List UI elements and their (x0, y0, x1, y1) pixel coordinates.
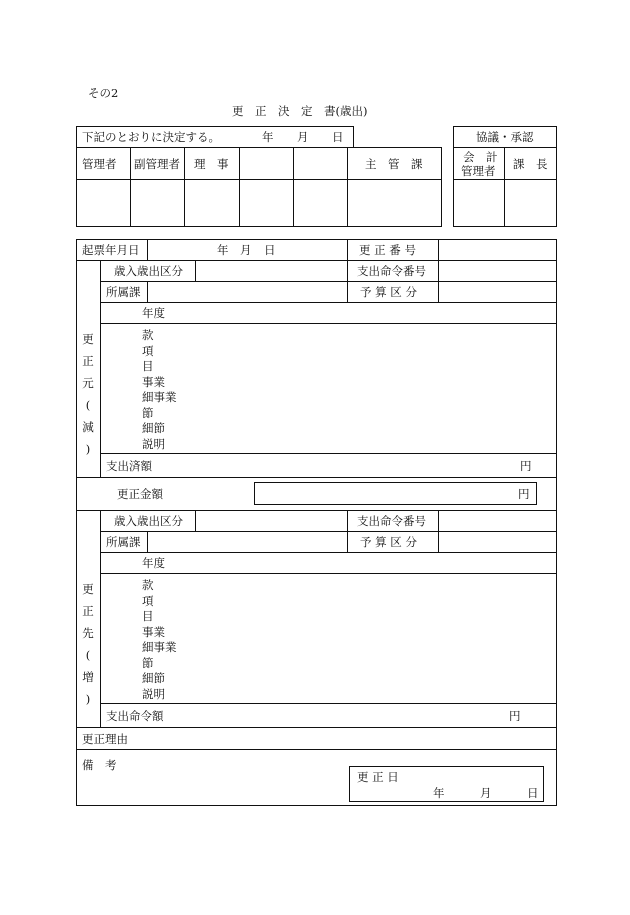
approval-col-line-5 (347, 147, 348, 226)
col-vice-manager: 副管理者 (134, 157, 180, 171)
item-saisetsu-2: 細節 (142, 671, 165, 685)
original-vertical-label (81, 328, 95, 460)
decision-month: 月 (297, 130, 309, 144)
consult-title: 協議・承認 (476, 130, 534, 144)
vertical-char: 正 (82, 354, 94, 368)
approval-header-gap-cover (354, 126, 442, 148)
decision-year: 年 (262, 130, 274, 144)
row-line-531 (100, 531, 557, 532)
item-moku-2: 目 (142, 609, 154, 623)
document-title: 更 正 決 定 書(歳出) (232, 104, 368, 118)
row-line-302 (100, 302, 557, 303)
section1-left-sep (100, 260, 101, 477)
section2-sep-a (347, 510, 348, 552)
reason-label: 更正理由 (82, 732, 128, 746)
consult-header-line (453, 147, 557, 148)
approval-col-line-4 (293, 147, 294, 226)
department-label-1: 所属課 (106, 285, 141, 299)
row-line-703 (100, 703, 557, 704)
item-jigyou-1: 事業 (142, 374, 165, 389)
budget-class-label-2: 予 算 区 分 (360, 535, 417, 549)
fiscal-year-label-2: 年度 (142, 556, 165, 570)
draft-day: 日 (264, 243, 276, 257)
row-line-727 (76, 727, 557, 728)
vertical-char: ( (85, 648, 91, 662)
vertical-char: 更 (82, 332, 94, 346)
item-kou-2: 項 (142, 593, 154, 608)
correction-no-sep-2 (438, 239, 439, 302)
correction-year: 年 (433, 786, 445, 800)
correction-date-label: 更 正 日 (357, 770, 399, 784)
vertical-char: 正 (82, 604, 94, 618)
remarks-label: 備 考 (82, 758, 117, 772)
item-saisetsu-1: 細節 (142, 421, 165, 435)
fiscal-year-label-1: 年度 (142, 306, 165, 320)
item-kan-1: 款 (142, 328, 154, 342)
consult-col-line (504, 147, 505, 226)
item-kan-2: 款 (142, 578, 154, 592)
correction-amount-box (254, 482, 537, 505)
vertical-char: ) (85, 442, 91, 456)
section2-sep-b (438, 510, 439, 552)
draft-month: 月 (240, 243, 252, 257)
row-line-260 (76, 260, 557, 261)
correction-amount-label: 更正金額 (117, 487, 163, 501)
department-sep-1 (147, 281, 148, 302)
col-responsible: 主 管 課 (365, 157, 423, 171)
payment-order-no-label-2: 支出命令番号 (357, 514, 426, 528)
row-line-453 (100, 453, 557, 454)
vertical-char: 増 (82, 670, 94, 684)
item-setsumei-1: 説明 (142, 436, 165, 451)
approval-col-line-3 (239, 147, 240, 226)
vertical-char: 先 (82, 626, 94, 640)
correction-day: 日 (527, 786, 539, 800)
budget-class-label-1: 予 算 区 分 (360, 285, 417, 299)
item-kou-1: 項 (142, 343, 154, 358)
col-manager: 管理者 (82, 157, 117, 171)
item-jigyou-2: 事業 (142, 624, 165, 639)
col-director: 理 事 (194, 157, 229, 171)
row-line-281 (100, 281, 557, 282)
consult-accounting-2: 管理者 (461, 164, 496, 178)
revenue-class-sep-2 (195, 510, 196, 531)
item-saijigyou-1: 細事業 (142, 390, 177, 404)
spent-amount-label: 支出済額 (106, 459, 152, 473)
approval-col-line-1 (130, 147, 131, 226)
draft-date-sep (147, 239, 148, 260)
draft-year: 年 (217, 243, 229, 257)
decision-day: 日 (332, 130, 344, 144)
vertical-char: ) (85, 692, 91, 706)
row-line-749 (76, 749, 557, 750)
spent-amount-yen: 円 (520, 459, 532, 473)
department-sep-2 (147, 531, 148, 552)
revenue-class-sep (195, 260, 196, 281)
decision-text: 下記のとおりに決定する。 (82, 130, 220, 144)
consult-accounting-1: 会 計 (463, 150, 498, 164)
correction-no-sep-1 (347, 239, 348, 302)
revenue-expense-label-2: 歳入歳出区分 (114, 514, 183, 528)
item-list-1 (142, 328, 177, 452)
vertical-char: 更 (82, 582, 94, 596)
row-line-573 (100, 573, 557, 574)
page-number: その2 (88, 86, 119, 100)
approval-col-line-2 (184, 147, 185, 226)
item-saijigyou-2: 細事業 (142, 640, 177, 654)
consult-row-line (453, 179, 557, 180)
row-line-510 (76, 510, 557, 511)
row-line-552 (100, 552, 557, 553)
consult-section-chief: 課 長 (513, 157, 548, 171)
correction-no-label: 更 正 番 号 (359, 243, 416, 257)
item-list-2 (142, 578, 177, 702)
item-moku-1: 目 (142, 359, 154, 373)
department-label-2: 所属課 (106, 535, 141, 549)
payment-order-amount-label: 支出命令額 (106, 709, 164, 723)
row-line-477 (76, 477, 557, 478)
payment-order-amount-yen: 円 (509, 709, 521, 723)
destination-vertical-label (81, 578, 95, 710)
section2-left-sep (100, 510, 101, 727)
item-setsu-2: 節 (142, 655, 154, 670)
vertical-char: ( (85, 398, 91, 412)
payment-order-no-label-1: 支出命令番号 (357, 264, 426, 278)
vertical-char: 減 (82, 420, 94, 434)
item-setsu-1: 節 (142, 405, 154, 420)
correction-amount-yen: 円 (518, 487, 530, 501)
correction-month: 月 (480, 786, 492, 800)
item-setsumei-2: 説明 (142, 686, 165, 701)
draft-date-label: 起票年月日 (82, 243, 140, 257)
row-line-323 (100, 323, 557, 324)
vertical-char: 元 (82, 376, 94, 390)
revenue-expense-label-1: 歳入歳出区分 (114, 264, 183, 278)
